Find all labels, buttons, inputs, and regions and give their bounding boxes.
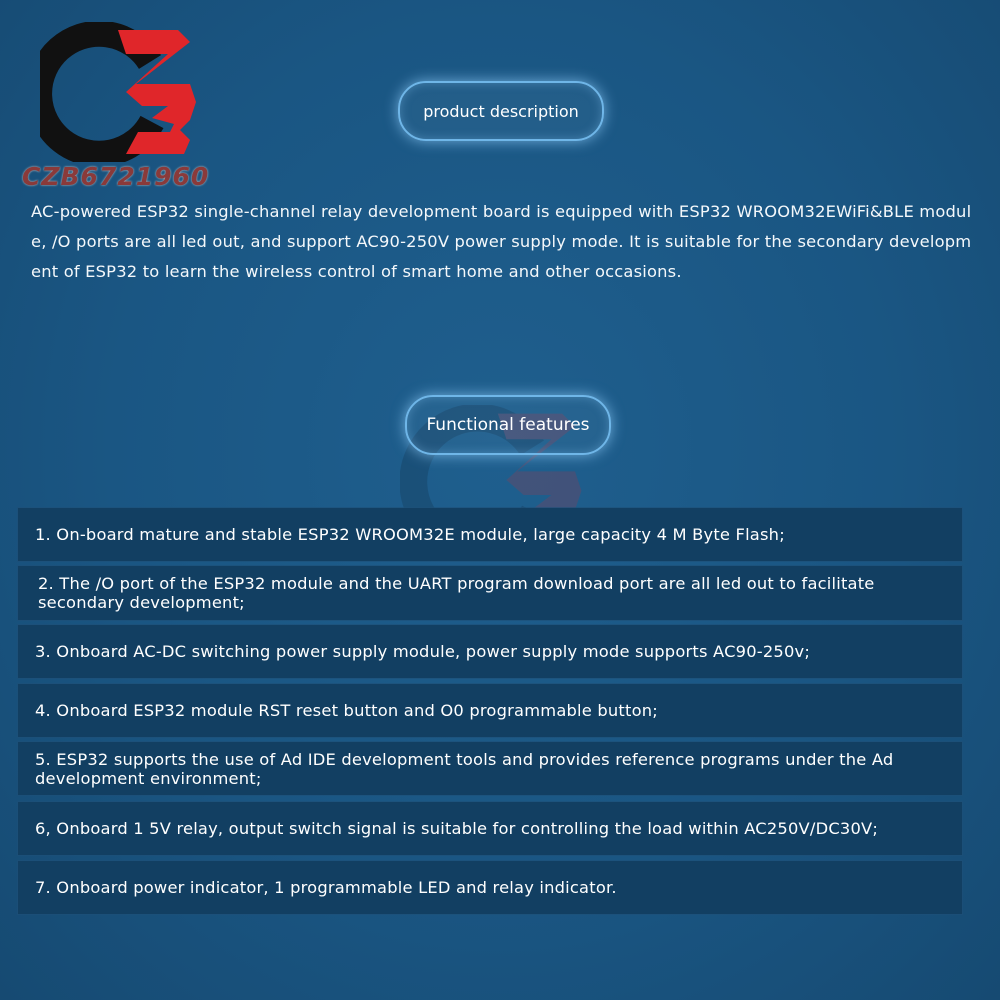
feature-item-1: [18, 508, 962, 561]
feature-text: 3. Onboard AC-DC switching power supply module, power supply mode supports AC90-250v;: [35, 642, 811, 661]
czb-logo-icon: [40, 22, 200, 162]
feature-item-2: [18, 566, 962, 620]
feature-item-7: [18, 861, 962, 914]
feature-text: 2. The /O port of the ESP32 module and the UART program download port are all led out to facilitate secondary development;: [38, 574, 875, 612]
feature-text: 7. Onboard power indicator, 1 programmable LED and relay indicator.: [35, 878, 617, 897]
feature-item-4: [18, 684, 962, 737]
feature-text: 4. Onboard ESP32 module RST reset button and O0 programmable button;: [35, 701, 658, 720]
functional-features-label: Functional features: [426, 415, 590, 435]
feature-text: 6, Onboard 1 5V relay, output switch signal is suitable for controlling the load within AC250V/DC30V;: [35, 819, 879, 838]
product-description-label: product description: [423, 101, 579, 121]
feature-item-5: [18, 742, 962, 795]
feature-item-3: [18, 625, 962, 678]
product-description-badge: [398, 81, 604, 141]
product-description-text: AC-powered ESP32 single-channel relay development board is equipped with ESP32 WROOM32EWiFi&BLE module, /O ports are all led out, and support AC90-250V power supply mode. It is suitable for the secondary development of ESP32 to learn the wireless control of smart home and other occasions.: [31, 202, 972, 281]
functional-features-badge: [405, 395, 611, 455]
feature-text: 1. On-board mature and stable ESP32 WROOM32E module, large capacity 4 M Byte Flash;: [35, 525, 785, 544]
feature-text: 5. ESP32 supports the use of Ad IDE development tools and provides reference programs under the Ad development environment;: [35, 749, 894, 788]
feature-item-6: [18, 802, 962, 855]
brand-text: CZB6721960: [22, 162, 210, 191]
